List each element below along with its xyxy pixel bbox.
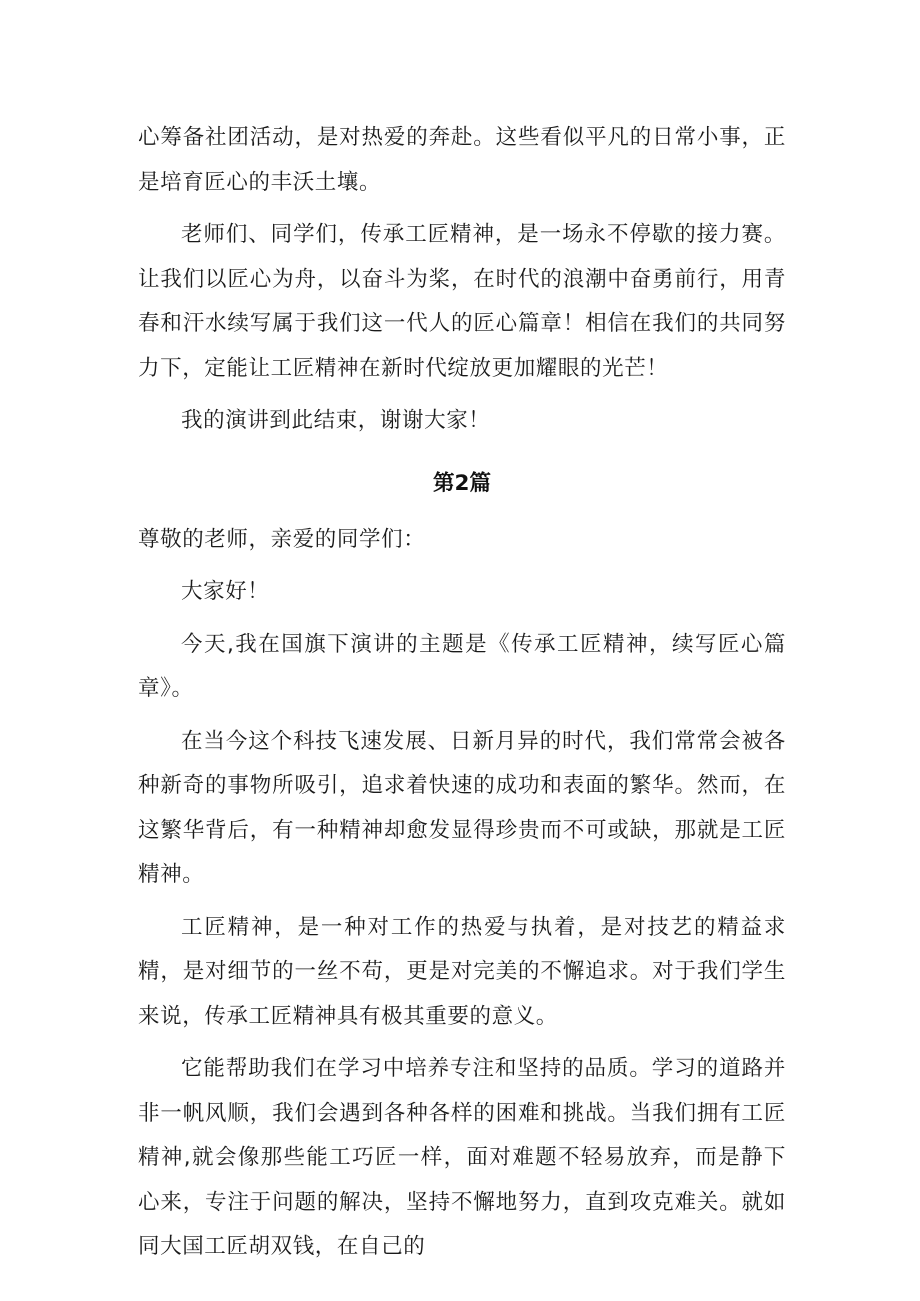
paragraph-focus-persistence: 它能帮助我们在学习中培养专注和坚持的品质。学习的道路并非一帆风顺，我们会遇到各种各样的困难和挑战。当我们拥有工匠精神,就会像那些能工巧匠一样，面对难题不轻易放弃，而是静下心来，专注于问题的解决，坚持不懈地努力，直到攻克难关。就如同大国工匠胡双钱，在自己的: [138, 1056, 786, 1259]
greeting: 大家好！: [181, 579, 270, 604]
section-heading: 第2篇: [433, 470, 491, 496]
paragraph-era: 在当今这个科技飞速发展、日新月异的时代，我们常常会被各种新奇的事物所吸引，追求着快速的成功和表面的繁华。然而，在这繁华背后，有一种精神却愈发显得珍贵而不可或缺，那就是工匠精神。: [138, 728, 786, 887]
salutation: 尊敬的老师，亲爱的同学们：: [138, 526, 426, 552]
paragraph-speech-end: 我的演讲到此结束，谢谢大家！: [181, 408, 491, 433]
paragraph-closing-appeal: 老师们、同学们，传承工匠精神，是一场永不停歇的接力赛。让我们以匠心为舟，以奋斗为桨，在时代的浪潮中奋勇前行，用青春和汗水续写属于我们这一代人的匠心篇章！相信在我们的共同努力下，定能让工匠精神在新时代绽放更加耀眼的光芒！: [138, 222, 786, 381]
paragraph-topic: 今天,我在国旗下演讲的主题是《传承工匠精神，续写匠心篇章》。: [138, 631, 786, 701]
paragraph-continuation: 心筹备社团活动，是对热爱的奔赴。这些看似平凡的日常小事，正是培育匠心的丰沃土壤。: [138, 125, 786, 195]
document-body: [138, 116, 786, 1270]
paragraph-craftsman-spirit: 工匠精神，是一种对工作的热爱与执着，是对技艺的精益求精，是对细节的一丝不苟，更是对完美的不懈追求。对于我们学生来说，传承工匠精神具有极其重要的意义。: [138, 914, 786, 1029]
